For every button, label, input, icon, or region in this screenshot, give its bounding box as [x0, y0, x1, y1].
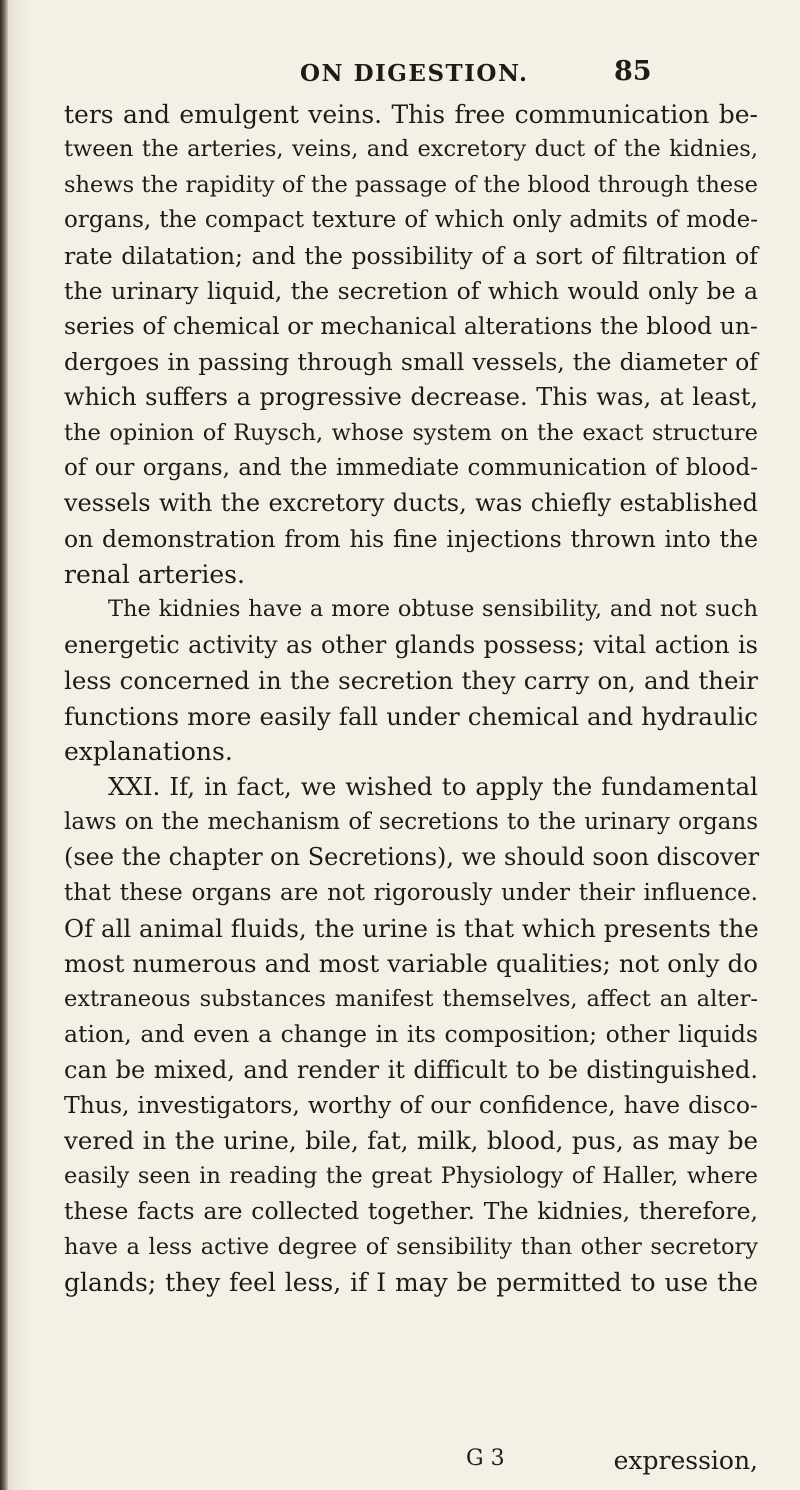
text-line: vessels with the excretory ducts, was chiefly established: [64, 489, 758, 518]
text-line: the opinion of Ruysch, whose system on the exact structure: [64, 419, 758, 446]
catchword: expression,: [613, 1446, 758, 1475]
text-line: the urinary liquid, the secretion of which would only be a: [64, 276, 758, 305]
text-line: Of all animal fluids, the urine is that which presents the: [64, 913, 759, 943]
text-line: dergoes in passing through small vessels, the diameter of: [64, 347, 758, 376]
text-line: of our organs, and the immediate communication of blood-: [64, 454, 758, 481]
text-line: laws on the mechanism of secretions to the urinary organs: [64, 808, 758, 835]
text-line: energetic activity as other glands possess; vital action is: [64, 630, 758, 659]
text-line: can be mixed, and render it difficult to be distinguished.: [64, 1055, 758, 1084]
body-text: [64, 97, 758, 1300]
page-gutter-shadow: [0, 0, 8, 1490]
text-line: have a less active degree of sensibility than other secretory: [64, 1233, 758, 1260]
text-line: functions more easily fall under chemical and hydraulic: [64, 701, 758, 731]
page-number: 85: [614, 56, 652, 87]
text-line: XXI. If, in fact, we wished to apply the fundamental: [108, 772, 758, 802]
text-line: organs, the compact texture of which only admits of mode-: [64, 207, 758, 234]
text-line: tween the arteries, veins, and excretory duct of the kidnies,: [64, 136, 758, 163]
text-line: ation, and even a change in its composition; other liquids: [64, 1020, 758, 1049]
text-line: on demonstration from his fine injections thrown into the: [64, 524, 758, 553]
page-footer: [64, 1446, 758, 1482]
text-line: Thus, investigators, worthy of our confidence, have disco-: [64, 1090, 758, 1119]
text-line: explanations.: [64, 737, 233, 767]
text-line: renal arteries.: [64, 560, 245, 590]
signature-mark: G 3: [466, 1446, 505, 1471]
running-head: ON DIGESTION.: [300, 60, 529, 87]
text-line: easily seen in reading the great Physiology of Haller, where: [64, 1162, 758, 1189]
text-line: these facts are collected together. The kidnies, therefore,: [64, 1197, 758, 1226]
text-line: rate dilatation; and the possibility of a sort of filtration of: [64, 241, 758, 270]
text-line: vered in the urine, bile, fat, milk, blood, pus, as may be: [64, 1126, 758, 1156]
page-header: [0, 56, 800, 96]
text-line: glands; they feel less, if I may be permitted to use the: [64, 1267, 758, 1297]
text-line: most numerous and most variable qualities; not only do: [64, 949, 758, 979]
text-line: less concerned in the secretion they carry on, and their: [64, 666, 758, 696]
text-line: which suffers a progressive decrease. This was, at least,: [64, 383, 758, 412]
text-line: shews the rapidity of the passage of the blood through these: [64, 171, 758, 198]
text-line: extraneous substances manifest themselves, affect an alter-: [64, 985, 758, 1012]
text-line: The kidnies have a more obtuse sensibility, and not such: [108, 596, 758, 623]
text-line: (see the chapter on Secretions), we should soon discover: [64, 843, 760, 872]
text-line: ters and emulgent veins. This free communication be-: [64, 100, 758, 129]
text-line: series of chemical or mechanical alterations the blood un-: [64, 312, 758, 341]
text-line: that these organs are not rigorously under their influence.: [64, 879, 758, 906]
